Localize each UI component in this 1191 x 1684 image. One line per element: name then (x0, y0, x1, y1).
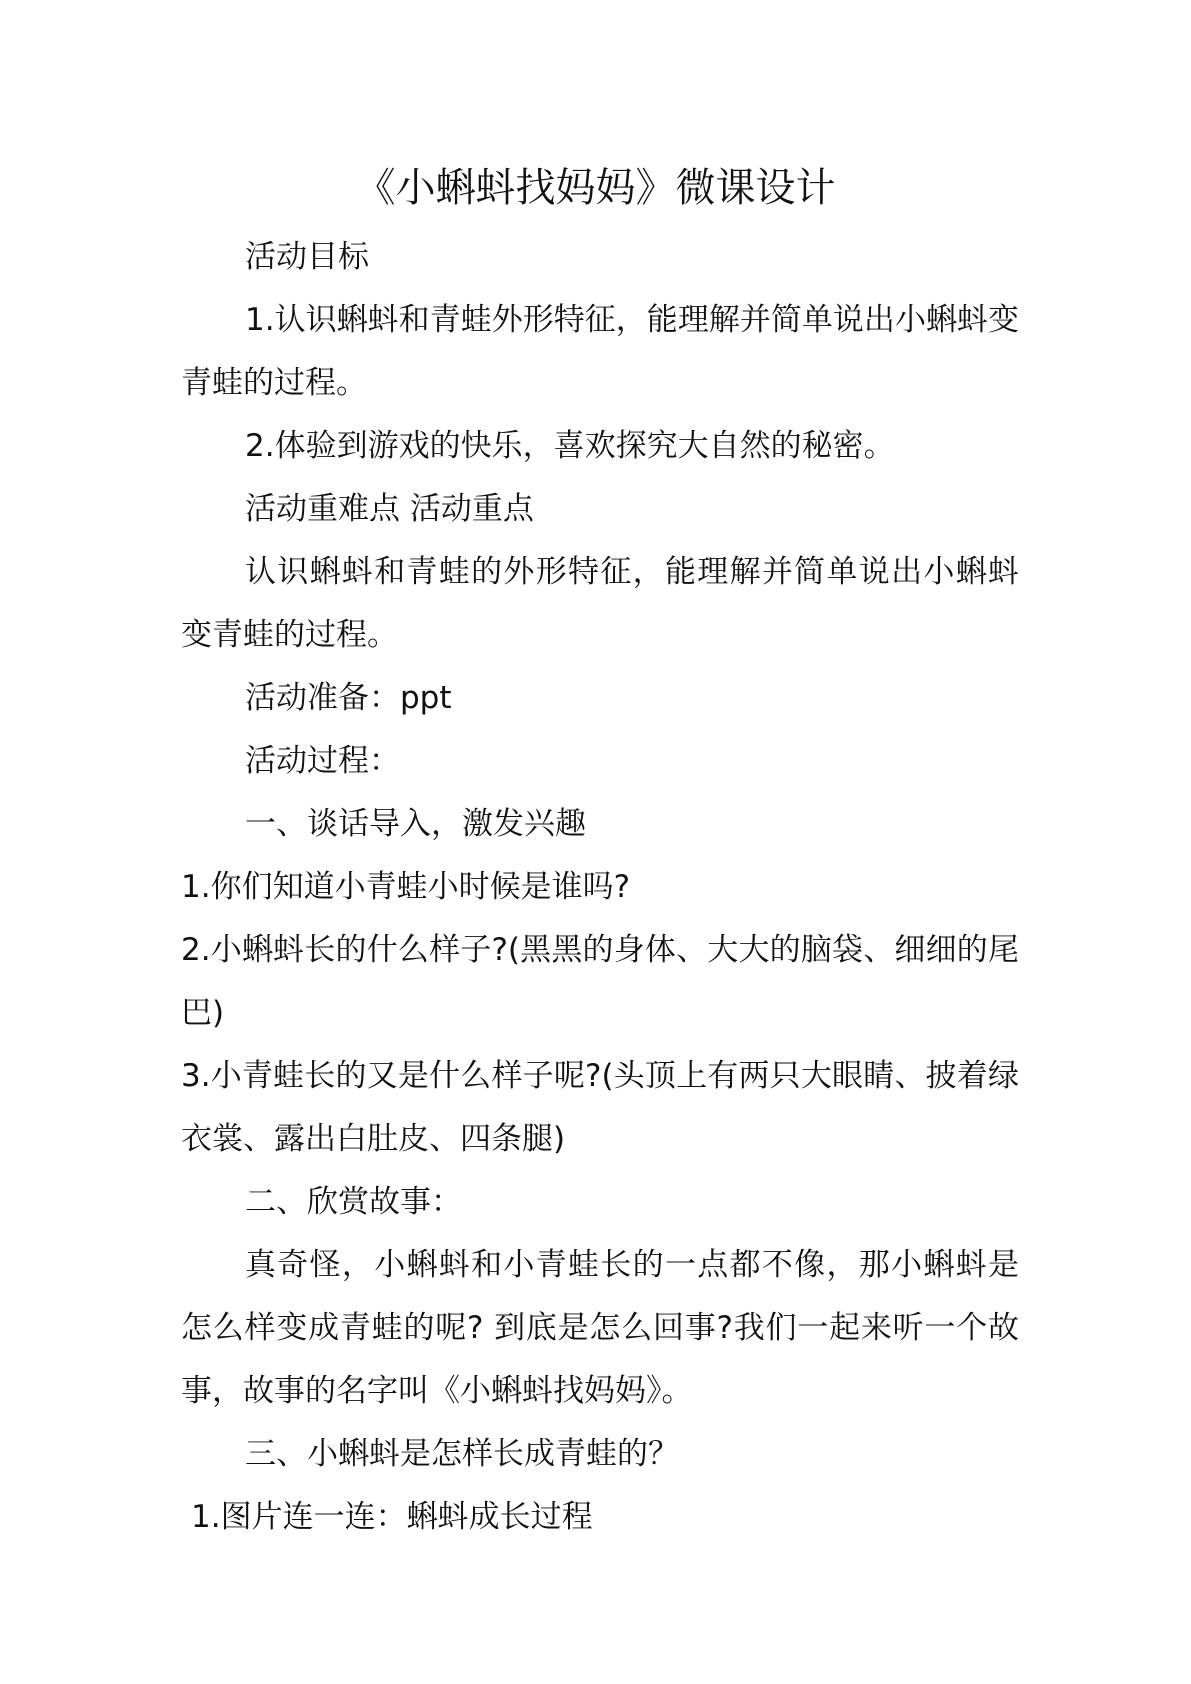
activity-item: 1.图片连一连：蝌蚪成长过程 (191, 1499, 593, 1535)
section-heading-goals: 活动目标 (245, 239, 369, 275)
question-item: 2.小蝌蚪长的什么样子?(黑黑的身体、大大的脑袋、细细的尾巴) (181, 932, 1019, 1031)
question-item: 3.小青蛙长的又是什么样子呢?(头顶上有两只大眼睛、披着绿衣裳、露出白肚皮、四条腿) (181, 1058, 1019, 1157)
key-point-text: 认识蝌蚪和青蛙的外形特征，能理解并简单说出小蝌蚪变青蛙的过程。 (181, 554, 1019, 653)
document-title: 《小蝌蚪找妈妈》微课设计 (355, 165, 836, 211)
question-item: 1.你们知道小青蛙小时候是谁吗? (181, 869, 631, 905)
section-heading-preparation: 活动准备：ppt (245, 680, 452, 716)
section-heading-process: 活动过程： (245, 743, 400, 779)
process-step-heading: 二、欣赏故事： (245, 1184, 462, 1220)
process-step-heading: 三、小蝌蚪是怎样长成青蛙的？ (245, 1436, 679, 1472)
process-step-heading: 一、谈话导入，激发兴趣 (245, 806, 586, 842)
goal-item: 1.认识蝌蚪和青蛙外形特征，能理解并简单说出小蝌蚪变青蛙的过程。 (181, 302, 1019, 401)
goal-item: 2.体验到游戏的快乐，喜欢探究大自然的秘密。 (245, 428, 895, 464)
story-text: 真奇怪，小蝌蚪和小青蛙长的一点都不像，那小蝌蚪是怎么样变成青蛙的呢? 到底是怎么回事?我们一起来听一个故事，故事的名字叫《小蝌蚪找妈妈》。 (181, 1247, 1019, 1409)
document-body (181, 226, 1019, 1549)
section-heading-key-points: 活动重难点 活动重点 (245, 491, 534, 527)
